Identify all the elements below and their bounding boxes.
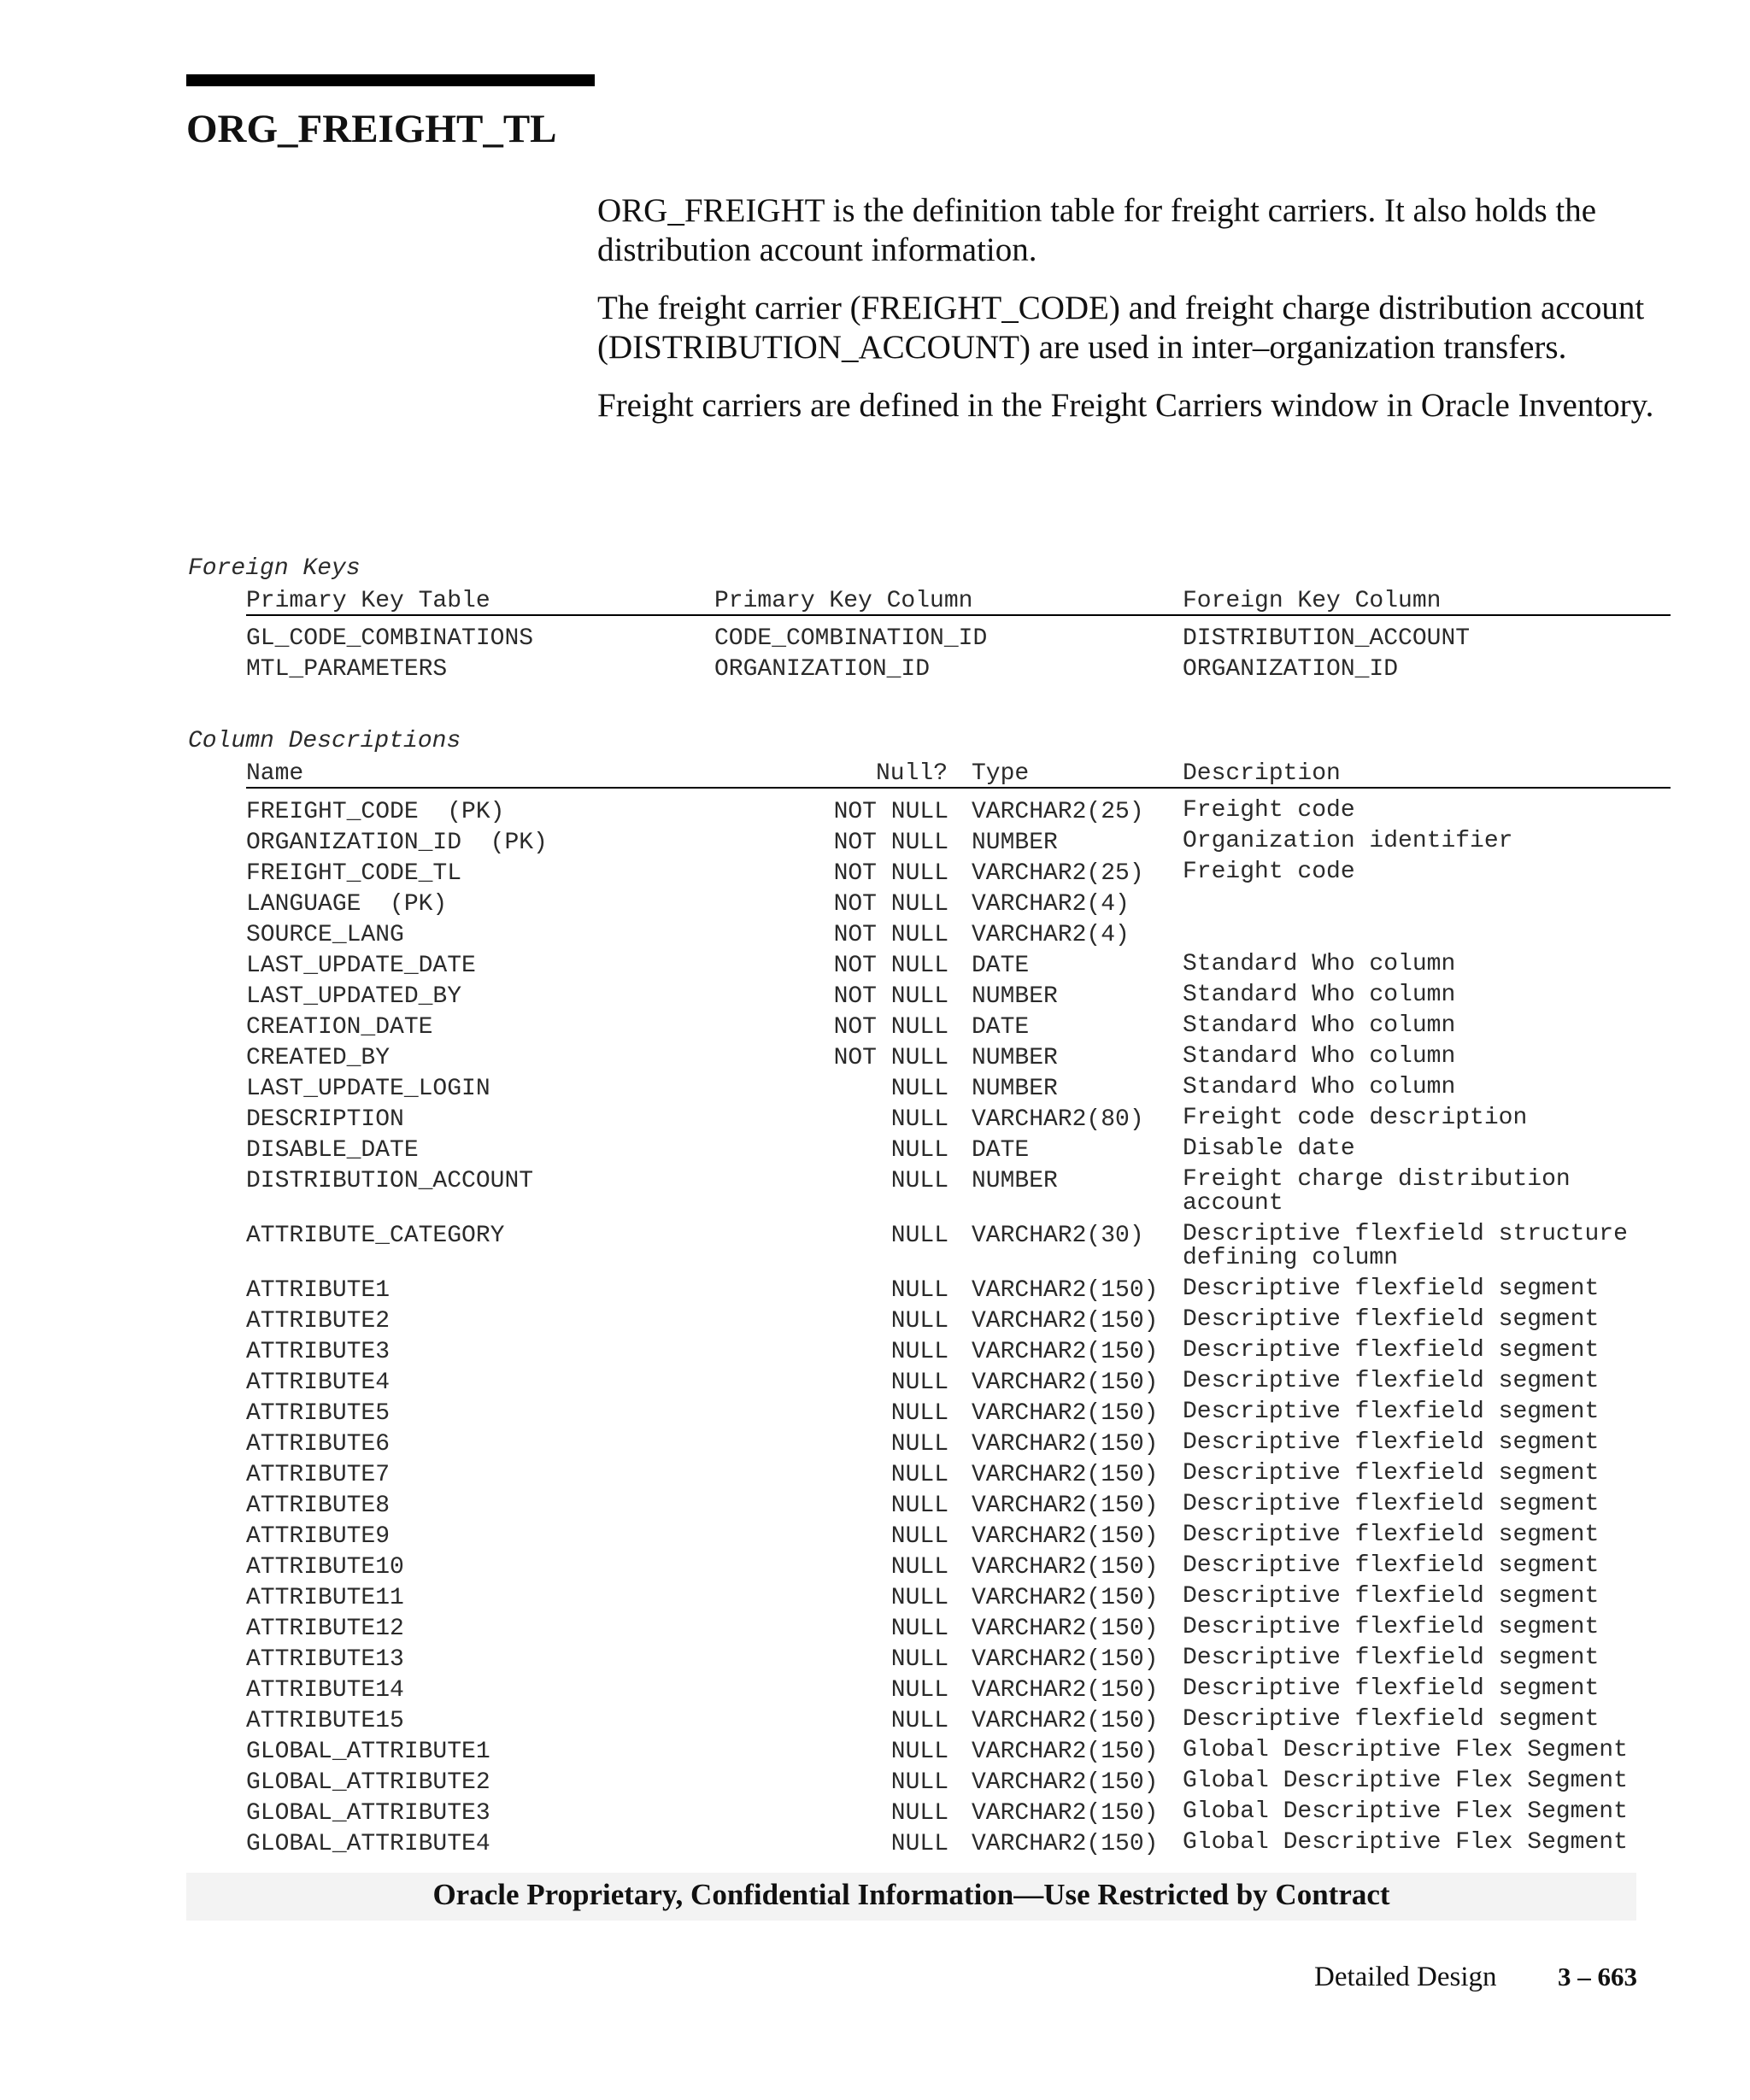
- cd-description-cell: Descriptive flexfield segment: [1183, 1675, 1600, 1702]
- confidential-notice: Oracle Proprietary, Confidential Information––Use Restricted by Contract: [432, 1878, 1390, 1911]
- cd-name-cell: ATTRIBUTE14: [246, 1677, 404, 1704]
- table-row: [0, 1616, 1750, 1646]
- table-row: [0, 1221, 1750, 1271]
- cd-description-cell: Standard Who column: [1183, 1012, 1456, 1039]
- table-row: [0, 1800, 1750, 1831]
- cd-null-cell: NULL: [890, 1646, 948, 1673]
- table-row: [0, 625, 1750, 656]
- cd-name-cell: GLOBAL_ATTRIBUTE1: [246, 1739, 490, 1765]
- cd-type-cell: VARCHAR2(150): [972, 1831, 1159, 1857]
- cd-name-cell: FREIGHT_CODE_TL: [246, 860, 462, 887]
- cd-type-cell: VARCHAR2(4): [972, 922, 1130, 948]
- table-row: [0, 922, 1750, 953]
- cd-description-cell: Descriptive flexfield segment: [1183, 1306, 1600, 1333]
- cd-description-cell: Global Descriptive Flex Segment: [1183, 1768, 1628, 1794]
- cd-type-cell: NUMBER: [972, 1045, 1058, 1071]
- cd-description-cell: Descriptive flexfield segment: [1183, 1460, 1600, 1487]
- cd-null-cell: NOT NULL: [833, 860, 948, 887]
- cd-null-cell: NULL: [890, 1431, 948, 1458]
- intro-paragraph: ORG_FREIGHT is the definition table for freight carriers. It also holds the distribution account information.: [597, 192, 1597, 268]
- cd-description-cell: Standard Who column: [1183, 951, 1456, 977]
- cd-description-cell: Standard Who column: [1183, 982, 1456, 1008]
- cd-description-cell: Descriptive flexfield segment: [1183, 1552, 1600, 1579]
- cd-name-cell: ATTRIBUTE11: [246, 1585, 404, 1611]
- cd-description-cell: Global Descriptive Flex Segment: [1183, 1737, 1628, 1763]
- table-row: [0, 656, 1750, 687]
- cd-null-cell: NULL: [890, 1137, 948, 1164]
- cd-description-cell: Disable date: [1183, 1135, 1355, 1162]
- cd-null-cell: NOT NULL: [833, 1045, 948, 1071]
- fk-pk-table-cell: GL_CODE_COMBINATIONS: [246, 625, 534, 652]
- fk-fk-column-cell: DISTRIBUTION_ACCOUNT: [1183, 625, 1471, 652]
- cd-type-cell: VARCHAR2(150): [972, 1370, 1159, 1396]
- cd-description-cell: Freight charge distribution account: [1183, 1166, 1571, 1217]
- cd-description-cell: Descriptive flexfield segment: [1183, 1429, 1600, 1456]
- cd-description-cell: Descriptive flexfield segment: [1183, 1276, 1600, 1302]
- table-row: [0, 1308, 1750, 1339]
- page-number: 3 – 663: [1558, 1962, 1637, 1991]
- cd-name-cell: ATTRIBUTE4: [246, 1370, 391, 1396]
- table-row: [0, 1166, 1750, 1217]
- cd-description-cell: Standard Who column: [1183, 1074, 1456, 1100]
- fk-pk-column-cell: CODE_COMBINATION_ID: [714, 625, 988, 652]
- cd-type-cell: NUMBER: [972, 983, 1058, 1010]
- cd-name-cell: LAST_UPDATED_BY: [246, 983, 462, 1010]
- cd-type-cell: VARCHAR2(150): [972, 1616, 1159, 1642]
- cd-type-cell: VARCHAR2(150): [972, 1462, 1159, 1488]
- cd-type-cell: VARCHAR2(150): [972, 1554, 1159, 1581]
- cd-null-cell: NOT NULL: [833, 983, 948, 1010]
- table-row: [0, 1014, 1750, 1045]
- intro-paragraph: Freight carriers are defined in the Freight Carriers window in Oracle Inventory.: [597, 387, 1654, 424]
- table-row: [0, 1431, 1750, 1462]
- cd-type-cell: VARCHAR2(150): [972, 1646, 1159, 1673]
- column-descriptions-label: Column Descriptions: [188, 728, 461, 754]
- cd-type-cell: VARCHAR2(150): [972, 1493, 1159, 1519]
- cd-type-cell: NUMBER: [972, 830, 1058, 856]
- table-row: [0, 1585, 1750, 1616]
- intro-text: [597, 191, 1657, 444]
- cd-null-cell: NULL: [890, 1677, 948, 1704]
- cd-type-cell: DATE: [972, 1137, 1030, 1164]
- cd-null-cell: NULL: [890, 1739, 948, 1765]
- cd-type-cell: VARCHAR2(150): [972, 1523, 1159, 1550]
- cd-name-cell: GLOBAL_ATTRIBUTE3: [246, 1800, 490, 1827]
- cd-type-cell: VARCHAR2(150): [972, 1585, 1159, 1611]
- page-title: ORG_FREIGHT_TL: [186, 107, 557, 151]
- cd-description-cell: Descriptive flexfield segment: [1183, 1522, 1600, 1548]
- table-row: [0, 1523, 1750, 1554]
- cd-description-cell: Freight code: [1183, 859, 1355, 885]
- cd-header-name: Name: [246, 760, 304, 787]
- cd-null-cell: NULL: [890, 1339, 948, 1365]
- table-row: [0, 1045, 1750, 1076]
- table-row: [0, 1400, 1750, 1431]
- cd-type-cell: NUMBER: [972, 1076, 1058, 1102]
- cd-name-cell: LAST_UPDATE_LOGIN: [246, 1076, 490, 1102]
- cd-header-null: Null?: [876, 760, 948, 787]
- cd-header-rule: [246, 787, 1671, 789]
- cd-null-cell: NULL: [890, 1831, 948, 1857]
- cd-null-cell: NULL: [890, 1223, 948, 1249]
- cd-null-cell: NULL: [890, 1370, 948, 1396]
- table-row: [0, 1708, 1750, 1739]
- table-row: [0, 1769, 1750, 1800]
- cd-null-cell: NULL: [890, 1585, 948, 1611]
- table-row: [0, 953, 1750, 983]
- fk-fk-column-cell: ORGANIZATION_ID: [1183, 656, 1399, 683]
- cd-name-cell: ATTRIBUTE12: [246, 1616, 404, 1642]
- cd-null-cell: NULL: [890, 1277, 948, 1304]
- cd-null-cell: NULL: [890, 1523, 948, 1550]
- cd-type-cell: VARCHAR2(150): [972, 1739, 1159, 1765]
- fk-header-pk-column: Primary Key Column: [714, 588, 973, 614]
- cd-null-cell: NOT NULL: [833, 953, 948, 979]
- foreign-keys-label: Foreign Keys: [188, 555, 361, 582]
- cd-description-cell: Descriptive flexfield structure defining column: [1183, 1221, 1628, 1271]
- cd-name-cell: ATTRIBUTE6: [246, 1431, 391, 1458]
- cd-null-cell: NULL: [890, 1168, 948, 1194]
- cd-type-cell: VARCHAR2(150): [972, 1769, 1159, 1796]
- table-row: [0, 1137, 1750, 1168]
- table-row: [0, 1646, 1750, 1677]
- cd-description-cell: Descriptive flexfield segment: [1183, 1368, 1600, 1394]
- table-row: [0, 1076, 1750, 1106]
- cd-null-cell: NULL: [890, 1554, 948, 1581]
- cd-null-cell: NULL: [890, 1800, 948, 1827]
- fk-header-pk-table: Primary Key Table: [246, 588, 490, 614]
- cd-description-cell: Organization identifier: [1183, 828, 1513, 854]
- cd-type-cell: VARCHAR2(80): [972, 1106, 1144, 1133]
- cd-description-cell: Standard Who column: [1183, 1043, 1456, 1070]
- cd-type-cell: VARCHAR2(150): [972, 1800, 1159, 1827]
- cd-type-cell: DATE: [972, 1014, 1030, 1041]
- cd-type-cell: VARCHAR2(150): [972, 1708, 1159, 1734]
- fk-pk-table-cell: MTL_PARAMETERS: [246, 656, 448, 683]
- cd-null-cell: NULL: [890, 1769, 948, 1796]
- cd-description-cell: Descriptive flexfield segment: [1183, 1491, 1600, 1517]
- cd-null-cell: NULL: [890, 1076, 948, 1102]
- cd-type-cell: VARCHAR2(150): [972, 1277, 1159, 1304]
- cd-description-cell: Freight code description: [1183, 1105, 1528, 1131]
- table-row: [0, 1677, 1750, 1708]
- table-row: [0, 799, 1750, 830]
- cd-description-cell: Descriptive flexfield segment: [1183, 1706, 1600, 1733]
- cd-name-cell: ATTRIBUTE13: [246, 1646, 404, 1673]
- cd-name-cell: FREIGHT_CODE (PK): [246, 799, 505, 825]
- cd-name-cell: LANGUAGE (PK): [246, 891, 448, 918]
- table-row: [0, 1370, 1750, 1400]
- cd-name-cell: GLOBAL_ATTRIBUTE2: [246, 1769, 490, 1796]
- cd-name-cell: ATTRIBUTE8: [246, 1493, 391, 1519]
- cd-name-cell: CREATED_BY: [246, 1045, 391, 1071]
- cd-type-cell: VARCHAR2(150): [972, 1677, 1159, 1704]
- cd-type-cell: VARCHAR2(30): [972, 1223, 1144, 1249]
- cd-name-cell: ATTRIBUTE5: [246, 1400, 391, 1427]
- cd-null-cell: NULL: [890, 1106, 948, 1133]
- table-row: [0, 1462, 1750, 1493]
- cd-header-description: Description: [1183, 760, 1341, 787]
- cd-type-cell: VARCHAR2(150): [972, 1431, 1159, 1458]
- cd-description-cell: Descriptive flexfield segment: [1183, 1614, 1600, 1640]
- cd-header-type: Type: [972, 760, 1030, 787]
- cd-name-cell: ORGANIZATION_ID (PK): [246, 830, 548, 856]
- cd-description-cell: Global Descriptive Flex Segment: [1183, 1798, 1628, 1825]
- cd-name-cell: ATTRIBUTE10: [246, 1554, 404, 1581]
- cd-name-cell: DISABLE_DATE: [246, 1137, 419, 1164]
- cd-name-cell: ATTRIBUTE9: [246, 1523, 391, 1550]
- cd-null-cell: NULL: [890, 1462, 948, 1488]
- title-rule: [186, 74, 595, 86]
- cd-null-cell: NOT NULL: [833, 830, 948, 856]
- cd-name-cell: ATTRIBUTE2: [246, 1308, 391, 1334]
- cd-null-cell: NULL: [890, 1308, 948, 1334]
- cd-null-cell: NOT NULL: [833, 891, 948, 918]
- cd-type-cell: VARCHAR2(150): [972, 1308, 1159, 1334]
- table-row: [0, 891, 1750, 922]
- cd-name-cell: ATTRIBUTE7: [246, 1462, 391, 1488]
- cd-null-cell: NOT NULL: [833, 922, 948, 948]
- table-row: [0, 830, 1750, 860]
- cd-type-cell: NUMBER: [972, 1168, 1058, 1194]
- cd-description-cell: Global Descriptive Flex Segment: [1183, 1829, 1628, 1856]
- cd-type-cell: VARCHAR2(4): [972, 891, 1130, 918]
- cd-null-cell: NULL: [890, 1400, 948, 1427]
- cd-null-cell: NOT NULL: [833, 1014, 948, 1041]
- cd-type-cell: VARCHAR2(150): [972, 1400, 1159, 1427]
- cd-type-cell: DATE: [972, 953, 1030, 979]
- cd-name-cell: ATTRIBUTE3: [246, 1339, 391, 1365]
- cd-name-cell: LAST_UPDATE_DATE: [246, 953, 476, 979]
- table-row: [0, 1831, 1750, 1862]
- cd-name-cell: ATTRIBUTE1: [246, 1277, 391, 1304]
- footer-section-name: Detailed Design: [1314, 1962, 1497, 1992]
- cd-null-cell: NULL: [890, 1616, 948, 1642]
- cd-description-cell: Descriptive flexfield segment: [1183, 1645, 1600, 1671]
- cd-name-cell: DISTRIBUTION_ACCOUNT: [246, 1168, 534, 1194]
- cd-null-cell: NULL: [890, 1708, 948, 1734]
- table-row: [0, 1739, 1750, 1769]
- cd-name-cell: SOURCE_LANG: [246, 922, 404, 948]
- table-row: [0, 1554, 1750, 1585]
- cd-description-cell: Freight code: [1183, 797, 1355, 824]
- cd-description-cell: Descriptive flexfield segment: [1183, 1583, 1600, 1610]
- table-row: [0, 860, 1750, 891]
- fk-pk-column-cell: ORGANIZATION_ID: [714, 656, 931, 683]
- table-row: [0, 1106, 1750, 1137]
- table-row: [0, 1277, 1750, 1308]
- fk-header-fk-column: Foreign Key Column: [1183, 588, 1442, 614]
- cd-name-cell: ATTRIBUTE_CATEGORY: [246, 1223, 505, 1249]
- cd-name-cell: GLOBAL_ATTRIBUTE4: [246, 1831, 490, 1857]
- cd-type-cell: VARCHAR2(25): [972, 860, 1144, 887]
- table-row: [0, 1339, 1750, 1370]
- fk-header-rule: [246, 614, 1671, 616]
- cd-description-cell: Descriptive flexfield segment: [1183, 1399, 1600, 1425]
- intro-paragraph: The freight carrier (FREIGHT_CODE) and freight charge distribution account (DISTRIBUTION_ACCOUNT) are used in inter–organization transfers.: [597, 290, 1645, 366]
- cd-type-cell: VARCHAR2(25): [972, 799, 1144, 825]
- cd-name-cell: CREATION_DATE: [246, 1014, 433, 1041]
- cd-null-cell: NULL: [890, 1493, 948, 1519]
- cd-null-cell: NOT NULL: [833, 799, 948, 825]
- cd-name-cell: ATTRIBUTE15: [246, 1708, 404, 1734]
- cd-type-cell: VARCHAR2(150): [972, 1339, 1159, 1365]
- table-row: [0, 983, 1750, 1014]
- table-row: [0, 1493, 1750, 1523]
- cd-name-cell: DESCRIPTION: [246, 1106, 404, 1133]
- cd-description-cell: Descriptive flexfield segment: [1183, 1337, 1600, 1364]
